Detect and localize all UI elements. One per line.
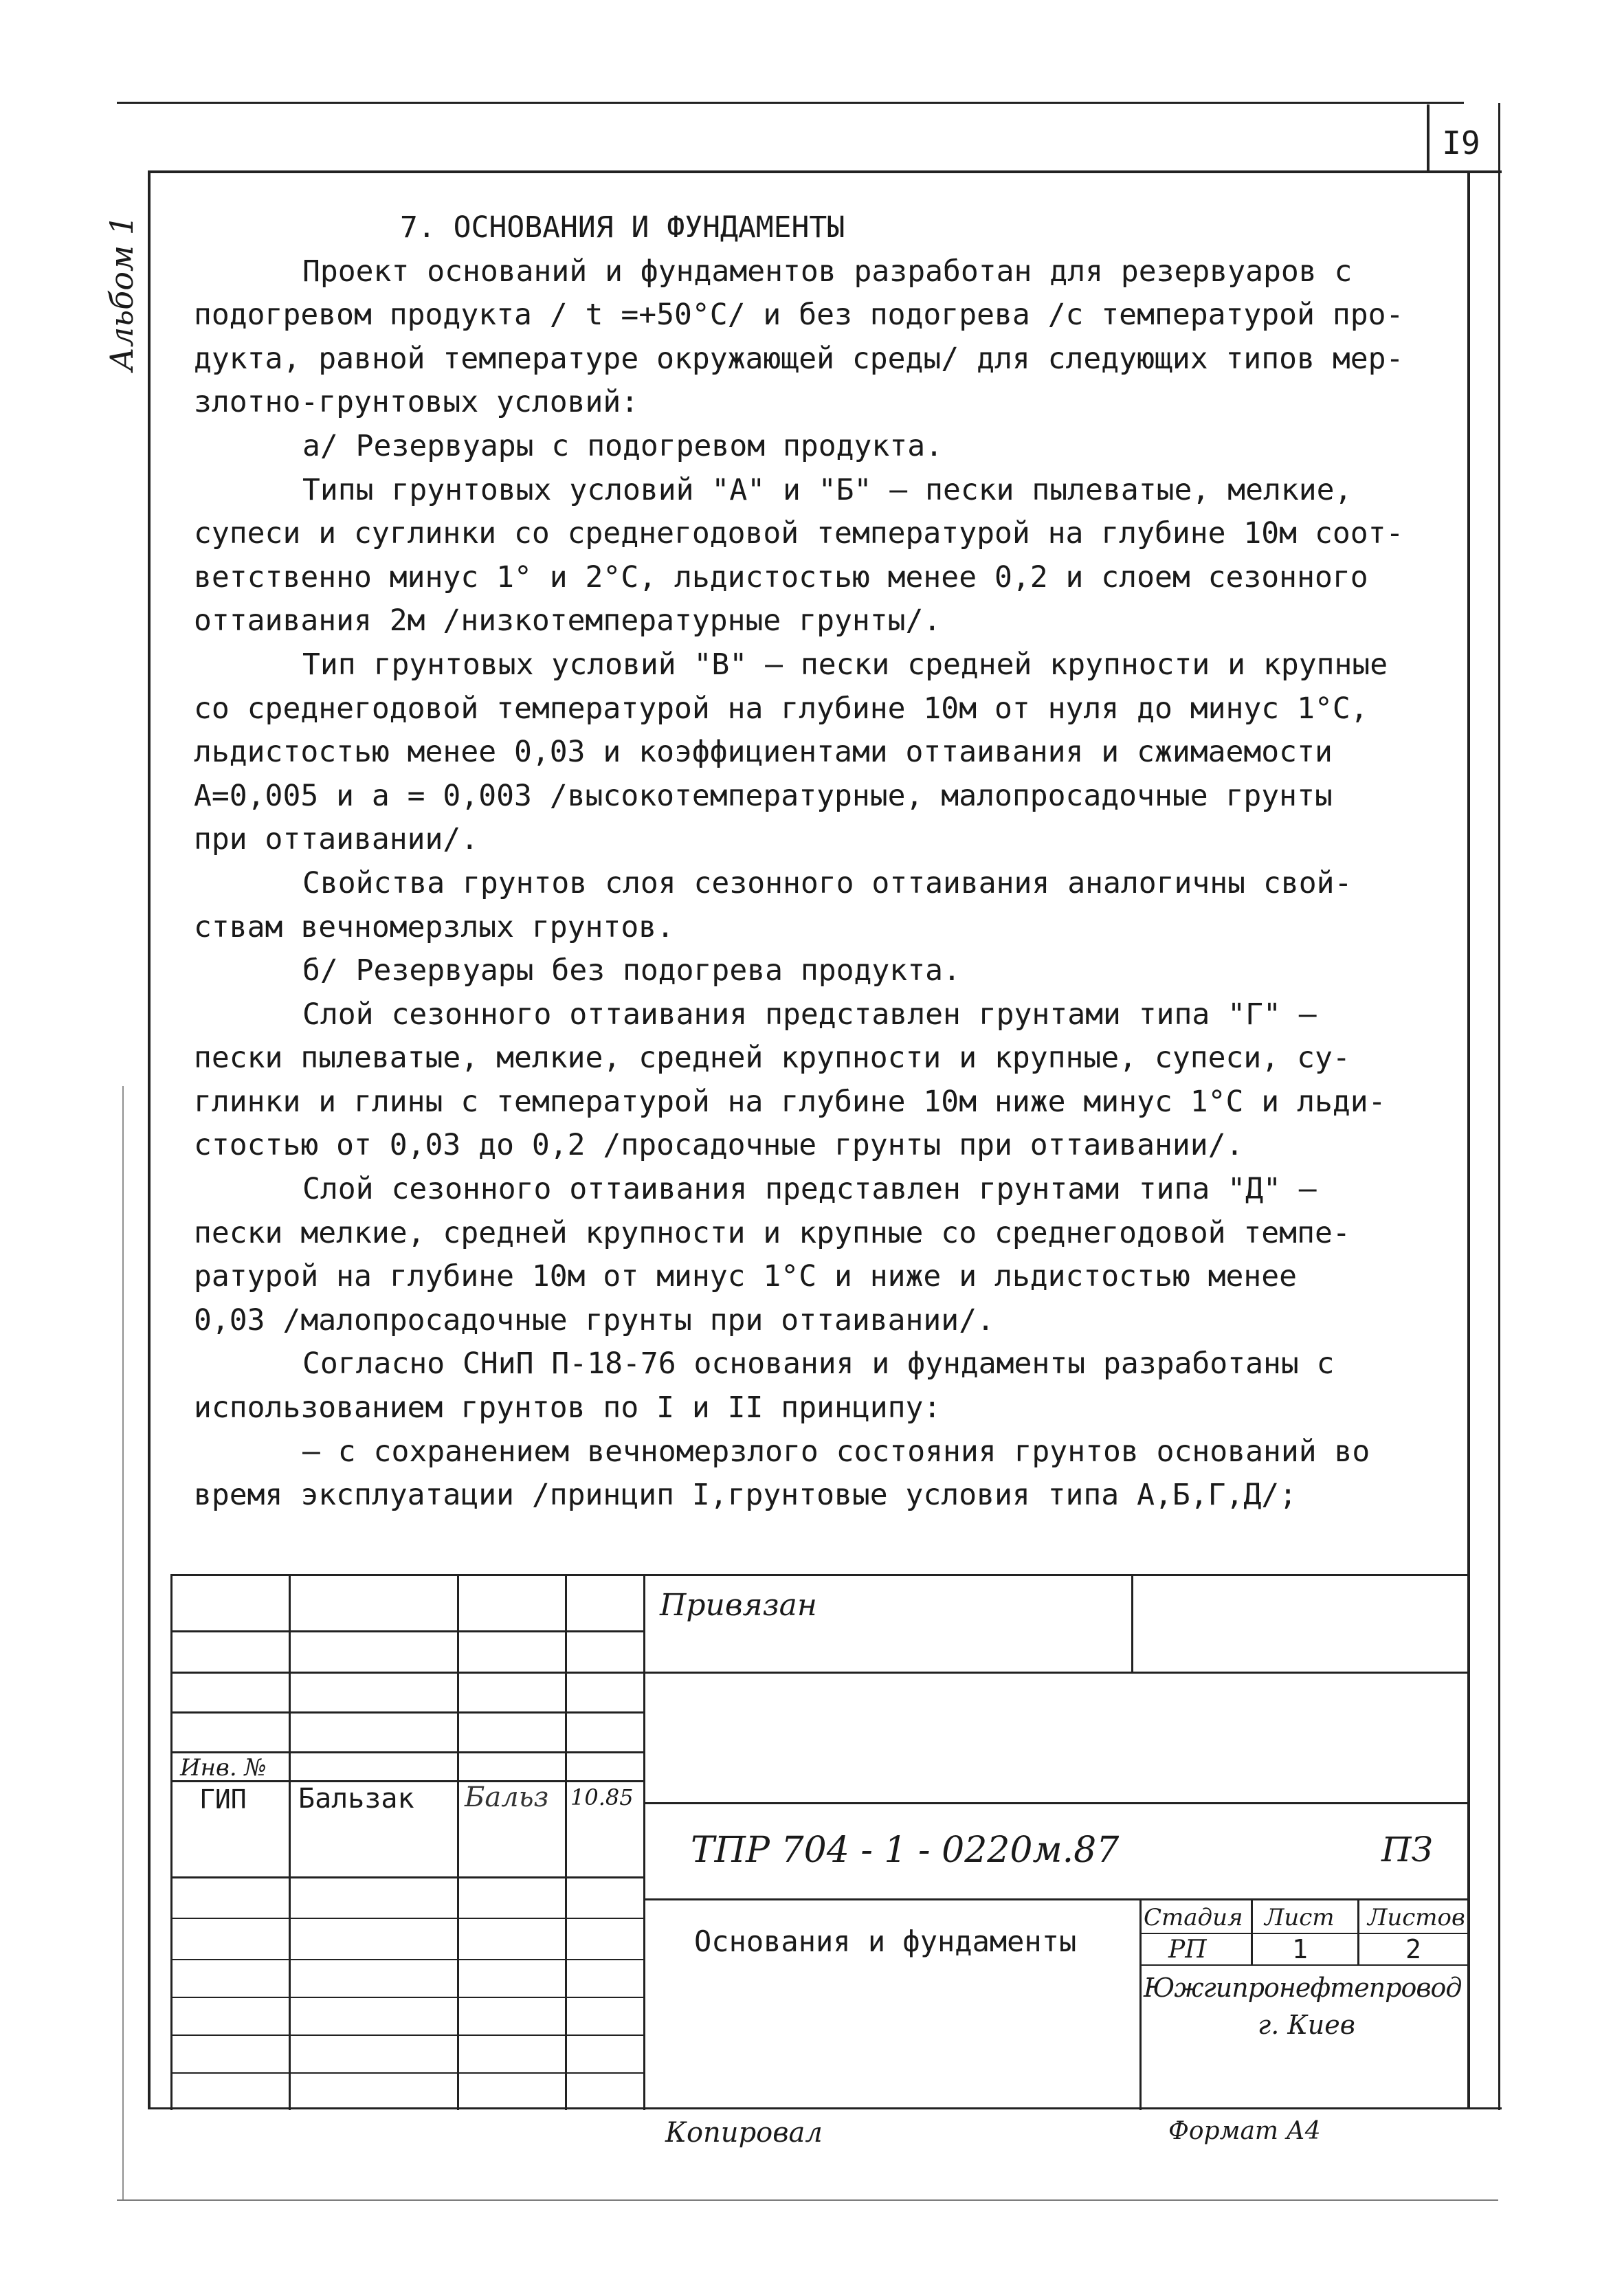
text-line: ратурой на глубине 10м от минус 1°С и ниже и льдистостью менее <box>194 1259 1298 1294</box>
engineer-name: Бальзак <box>298 1783 414 1815</box>
text-line: при оттаивании/. <box>194 822 479 857</box>
text-line: А=0,005 и а = 0,003 /высокотемпературные, малопросадочные грунты <box>194 778 1333 813</box>
sheets-label: Листов <box>1368 1904 1465 1931</box>
gip-label: ГИП <box>199 1784 247 1815</box>
text-line: Согласно СНиП П-18-76 основания и фундаменты разработаны с <box>302 1346 1335 1382</box>
text-line: злотно-грунтовых условий: <box>194 385 639 420</box>
text-line: Свойства грунтов слоя сезонного оттаивания аналогичны свой- <box>302 865 1353 900</box>
body-text <box>194 206 1472 1518</box>
text-line: Слой сезонного оттаивания представлен грунтами типа "Г" – <box>302 997 1317 1032</box>
signature: Бальз <box>465 1782 549 1813</box>
text-line: время эксплуатации /принцип I,грунтовые условия типа А,Б,Г,Д/; <box>194 1478 1298 1513</box>
sheet-label: Лист <box>1265 1904 1335 1931</box>
side-stamp-album: Альбом 1 <box>103 215 140 371</box>
copied-by-label: Копировал <box>665 2117 823 2149</box>
text-line: стостью от 0,03 до 0,2 /просадочные грунты при оттаивании/. <box>194 1128 1244 1163</box>
frame-bottom <box>148 2107 1502 2109</box>
stage-label: Стадия <box>1144 1904 1243 1931</box>
text-line: Слой сезонного оттаивания представлен грунтами типа "Д" – <box>302 1172 1317 1207</box>
date: 10.85 <box>570 1784 634 1810</box>
document-title: Основания и фундаменты <box>694 1925 1077 1958</box>
text-line: б/ Резервуары без подогрева продукта. <box>302 953 961 988</box>
text-line: – с сохранением вечномерзлого состояния грунтов оснований во <box>302 1434 1370 1469</box>
section-title: 7. ОСНОВАНИЯ И ФУНДАМЕНТЫ <box>400 210 845 245</box>
sheet-value: 1 <box>1292 1934 1308 1964</box>
text-line: оттаивания 2м /низкотемпературные грунты/. <box>194 603 942 639</box>
text-line: Тип грунтовых условий "В" – пески средней крупности и крупные <box>302 647 1388 682</box>
text-line: Проект оснований и фундаментов разработан для резервуаров с <box>302 254 1353 289</box>
text-line: 0,03 /малопросадочные грунты при оттаивании/. <box>194 1302 994 1338</box>
organization-name: Южгипронефтепровод <box>1144 1973 1462 2003</box>
text-line: глинки и глины с температурой на глубине 10м ниже минус 1°С и льди- <box>194 1084 1386 1119</box>
organization-city: г. Киев <box>1258 2010 1355 2040</box>
inventory-number-label: Инв. № <box>180 1754 267 1782</box>
text-line: льдистостью менее 0,03 и коэффициентами оттаивания и сжимаемости <box>194 735 1333 770</box>
format-label: Формат А4 <box>1168 2117 1321 2145</box>
text-line: использованием грунтов по I и II принципу: <box>194 1390 942 1426</box>
frame-bottom-outer <box>117 2199 1498 2201</box>
frame-left <box>148 170 151 2109</box>
frame-right-outer <box>1498 103 1500 2110</box>
text-line: супеси и суглинки со среднегодовой температурой на глубине 10м соот- <box>194 516 1404 551</box>
text-line: подогревом продукта / t =+50°С/ и без подогрева /с температурой про- <box>194 298 1404 333</box>
text-line: а/ Резервуары с подогревом продукта. <box>302 428 943 463</box>
document-code: ТПР 704 - 1 - 0220м.87 <box>691 1830 1120 1871</box>
frame-left-outer <box>122 1086 124 2199</box>
text-line: дукта, равной температуре окружающей среды/ для следующих типов мер- <box>194 341 1404 376</box>
text-line: со среднегодовой температурой на глубине 10м от нуля до минус 1°С, <box>194 691 1368 726</box>
text-line: пески мелкие, средней крупности и крупные со среднегодовой темпе- <box>194 1215 1350 1250</box>
text-line: ствам вечномерзлых грунтов. <box>194 909 674 944</box>
document-section: ПЗ <box>1381 1830 1433 1870</box>
page-number: I9 <box>1442 124 1480 162</box>
privyazan-label: Привязан <box>660 1588 817 1623</box>
frame-top-outer <box>117 102 1464 104</box>
sheets-value: 2 <box>1405 1934 1421 1964</box>
text-line: ветственно минус 1° и 2°С, льдистостью менее 0,2 и слоем сезонного <box>194 559 1368 595</box>
stage-value: РП <box>1168 1936 1207 1964</box>
frame-top <box>148 170 1502 173</box>
text-line: пески пылеватые, мелкие, средней крупности и крупные, супеси, су- <box>194 1041 1350 1076</box>
text-line: Типы грунтовых условий "А" и "Б" – пески пылеватые, мелкие, <box>302 472 1353 507</box>
